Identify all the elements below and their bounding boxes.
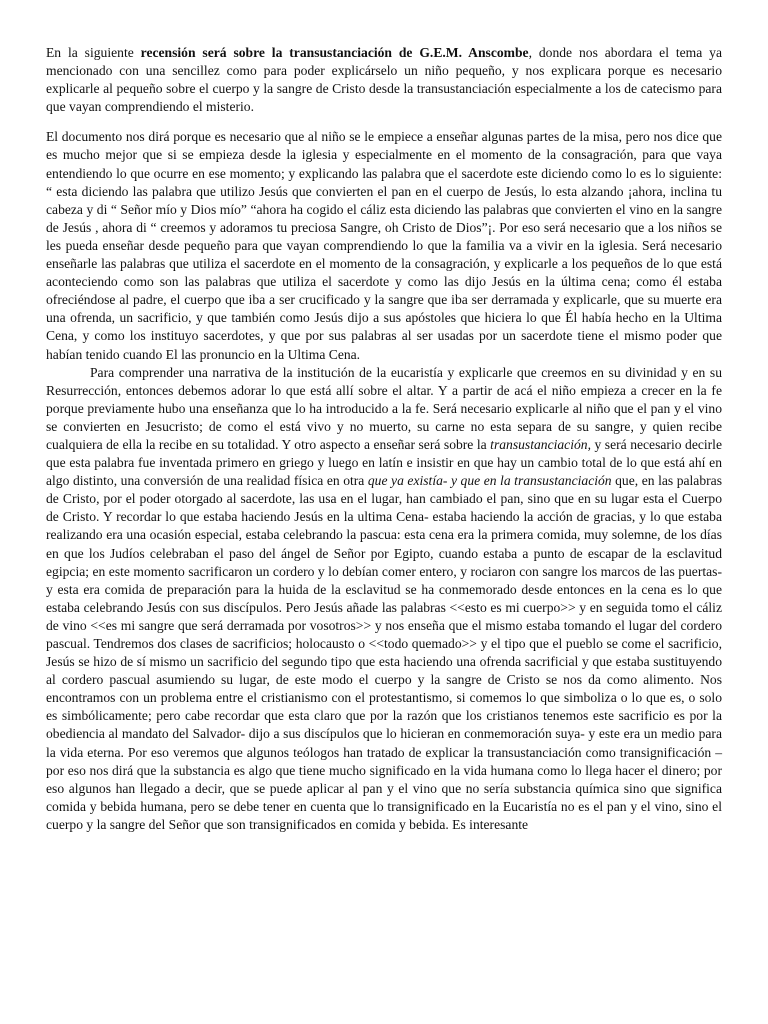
intro-text-start: En la siguiente bbox=[46, 45, 141, 60]
paragraph-intro bbox=[46, 44, 722, 116]
intro-bold-title: recensión será sobre la transustanciación de G.E.M. Anscombe bbox=[140, 45, 529, 60]
para3-italic-2: que ya existía- y que en la transustanciación bbox=[367, 473, 612, 489]
paragraph-transubstantiation bbox=[46, 364, 722, 834]
para3-text-3: que, en las palabras de Cristo, por el poder otorgado al sacerdote, las usa en el lugar, han cambiado el pan, sino que en su lugar esta el Cuerpo de Cristo. Y recordar lo que estaba haciendo Jesús en la ultima Cena- estaba haciendo la acción de gracias, y lo que estaba realizando era una ocasión especial, estaba celebrando la pascua: esta cena era la primera comida, muy solemne, de los días en que los Judíos celebraban el paso del ángel de Señor por Egipto, cuando estaba a punto de escapar de la esclavitud egipcia; en este momento sacrificaron un cordero y lo debían comer entero, y rociaron con sangre los marcos de las puertas- y esta era comida de preparación para la huida de la esclavitud se ha conmemorado desde entonces en la cena es lo que estaba celebrando Jesús con sus discípulos. Pero Jesús añade las palabras <<esto es mi cuerpo>> y en seguida tomo el cáliz de vino <<es mi sangre que será derramada por vosotros>> y nos enseña que el mismo estaba tomando el lugar del cordero pascual. Tendremos dos clases de sacrificios; holocausto o <<todo quemado>> y el tipo que el pueblo se come el sacrificio, Jesús se hizo de sí mismo un sacrificio del segundo tipo que esta haciendo una ofrenda sacrificial y que estaba sustituyendo al cordero pascual asumiendo su lugar, de este modo el cuerpo y la sangre de Cristo se nos da como alimento. Nos encontramos con un problema entre el cristianismo con el protestantismo, si comemos lo que simboliza o lo que es, o solo es simbólicamente; pero cabe recordar que esta claro que por la razón que los cristianos tenemos este sacrificio es por la obediencia al mandato del Salvador- dijo a sus discípulos que lo hicieran en conmemoración suya- y este era un medio para la vida eterna. Por eso veremos que algunos teólogos han tratado de explicar la transustanciación como transignificación – por eso nos dirá que la substancia es algo que tiene mucho significado en la vida humana como lo llega hacer el dinero; por eso algunos han llegado a decir, que se puede aplicar al pan y el vino que no sería substancia química sino que significa comida y bebida humana, pero se debe tener en cuenta que lo transignificado en la Eucaristía no es el pan y el vino, sino el cuerpo y la sangre del Señor que son transignificados en comida y bebida. Es interesante bbox=[46, 473, 722, 832]
paragraph-consecration: El documento nos dirá porque es necesario que al niño se le empiece a enseñar algunas partes de la misa, pero nos dice que es mucho mejor que si se empieza desde la iglesia y especialmente en el momento de la consagración, para que vaya entendiendo lo que ocurre en ese momento; y explicando las palabra que el sacerdote este diciendo como lo es lo siguiente: “ esta diciendo las palabra que utilizo Jesús que convierten el pan en el cuerpo de Jesús, lo esta alzando ¡ahora, inclina tu cabeza y di “ Señor mío y Dios mío” “ahora ha cogido el cáliz esta diciendo las palabras que convierten el vino en la sangre de Jesús , ahora di “ creemos y adoramos tu preciosa Sangre, oh Cristo de Dios”¡. Por eso será necesario que a los niños se les pueda enseñar desde pequeño para que vayan comprendiendo lo que la familia va a vivir en la iglesia. Será necesario enseñarle las palabras que utiliza el sacerdote en el momento de la consagración, y explicarle a los pequeños de lo que está aconteciendo como son las palabras que utiliza el sacerdote y como las dijo Jesús en la última cena; como él estaba ofreciéndose al padre, el cuerpo que iba a ser crucificado y la sangre que iba ser derramada y explicarle, que su muerte era una ofrenda, un sacrificio, y que también como Jesús dijo a sus apóstoles que hiciera lo que Él había hecho en la Ultima Cena, y como los instituyo sacerdotes, y que por sus palabras al ser usadas por un sacerdote tiene el mismo poder que habían tenido cuando El las pronuncio en la Ultima Cena. bbox=[46, 129, 722, 362]
intro-text-end: , donde nos abordara el tema ya mencionado con una sencillez como para poder explicárselo un niño pequeño, y nos explicara porque es necesario explicarle al pequeño sobre el cuerpo y la sangre de Cristo desde la transustanciación especialmente a los de catecismo para que vayan comprendiendo el misterio. bbox=[46, 45, 723, 115]
para3-text-2: y será necesario decirle que esta palabra fue inventada primero en griego y luego en latín e insistir en que hay un cambio total de lo que está ahí en algo distinto, una conversión de una realidad física en otra bbox=[46, 436, 722, 489]
para3-text-1: Para comprender una narrativa de la institución de la eucaristía y explicarle que creemos en su divinidad y en su Resurrección, entonces debemos adorar lo que está allí sobre el altar. Y a partir de acá el niño empieza a crecer en la fe porque previamente hubo una enseñanza que lo ha introducido a la fe. Será necesario explicarle al niño que el pan y el vino se convierten en Jesucristo; de como el está vivo y no muerto, su carne no esta separa de su sangre, y quien recibe cualquiera de ella la recibe en su totalidad. Y otro aspecto a enseñar será sobre la bbox=[46, 364, 722, 452]
document-body bbox=[46, 44, 722, 834]
para3-italic-1: transustanciación, bbox=[490, 436, 591, 452]
